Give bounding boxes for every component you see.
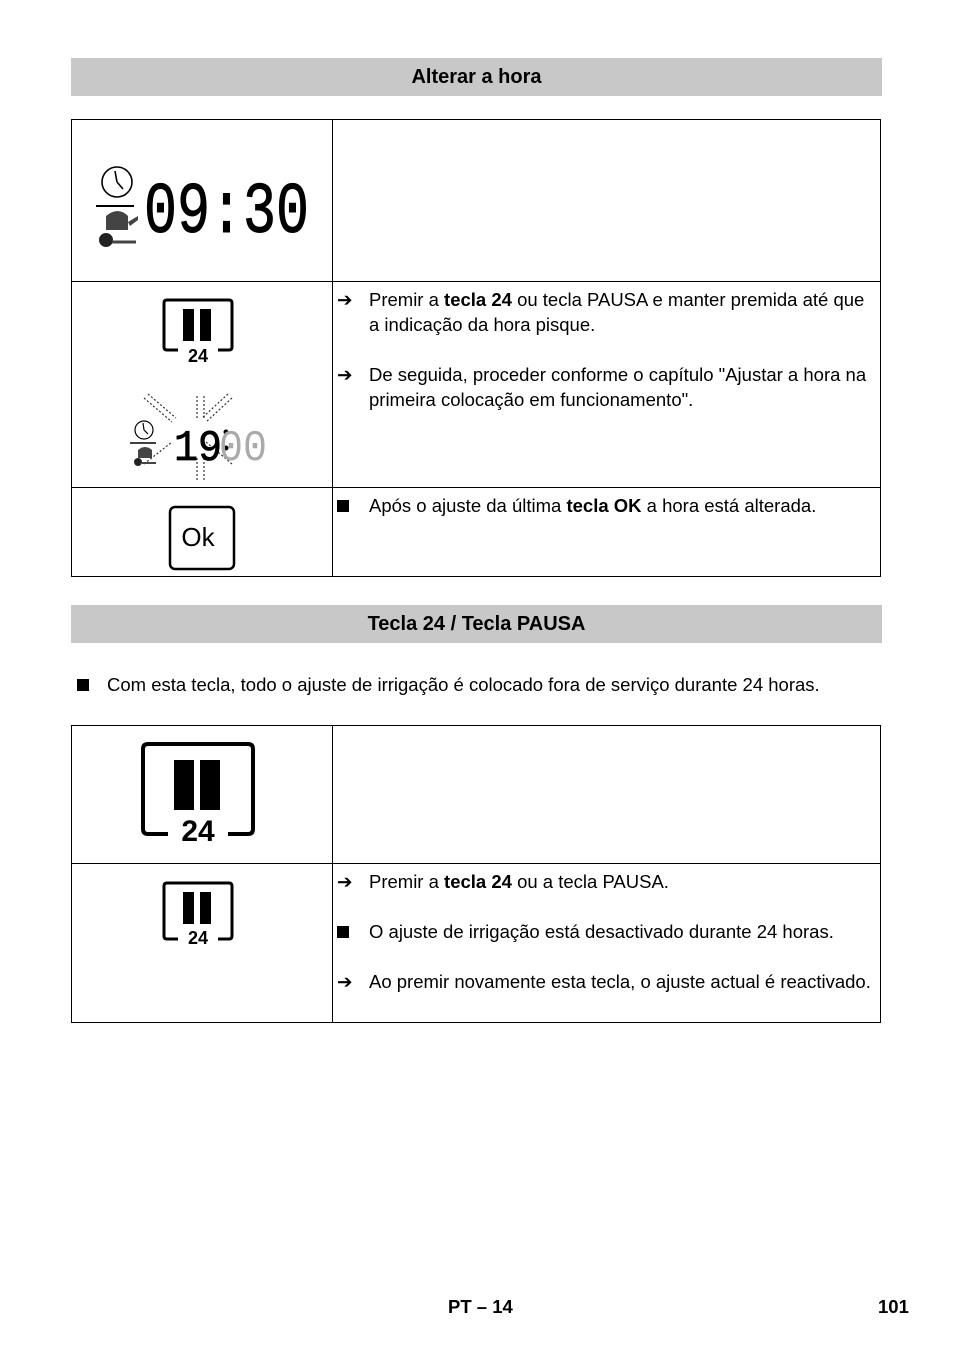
clock-digits: 09:30 — [144, 172, 309, 254]
table-alterar-hora — [71, 119, 881, 577]
step-bold: tecla 24 — [444, 871, 512, 892]
ok-key-label: Ok — [181, 522, 215, 552]
footer-section-label: PT – 14 — [448, 1296, 513, 1317]
pause-key-and-blinking-display — [72, 282, 332, 486]
clock-icon — [135, 421, 153, 439]
intro-text: Com esta tecla, todo o ajuste de irrigação é colocado fora de serviço durante 24 horas. — [107, 674, 820, 695]
pause-24-key-icon — [72, 864, 332, 954]
result-bold: tecla OK — [566, 495, 642, 516]
table-row — [72, 726, 881, 864]
step-text: ou a tecla PAUSA. — [511, 871, 669, 892]
table-row — [72, 282, 881, 488]
table-tecla-24 — [71, 725, 881, 1023]
instructions-cell — [333, 282, 881, 488]
arrow-right-icon: ➔ — [337, 971, 353, 992]
large-key-cell — [72, 726, 333, 864]
small-key-cell — [72, 864, 333, 1023]
ok-key-cell — [72, 488, 333, 577]
key-24-label: 24 — [187, 928, 209, 948]
pause-24-key-icon — [72, 726, 332, 862]
watering-can-icon — [134, 447, 156, 466]
instructions-cell — [333, 864, 881, 1023]
clock-display-cell — [72, 120, 333, 282]
square-bullet-icon — [337, 493, 361, 518]
result-text: Após o ajuste da última — [369, 495, 567, 516]
empty-cell — [333, 726, 881, 864]
arrow-right-icon: ➔ — [337, 871, 353, 892]
table-row — [72, 488, 881, 577]
result-item — [333, 493, 880, 518]
step-item — [333, 869, 880, 894]
key-and-blink-cell — [72, 282, 333, 488]
pause-24-key-icon — [164, 300, 232, 366]
blink-hours: 19 — [174, 424, 222, 474]
step-text: Ao premir novamente esta tecla, o ajuste actual é reactivado. — [369, 971, 871, 992]
key-24-label: 24 — [181, 815, 215, 848]
square-bullet-icon — [337, 919, 361, 944]
step-item — [333, 362, 880, 412]
clock-display-illustration — [72, 120, 332, 280]
result-item — [333, 919, 880, 944]
arrow-right-icon: ➔ — [337, 289, 353, 310]
ok-key-icon — [72, 488, 332, 576]
step-bold: tecla 24 — [444, 289, 512, 310]
table-row — [72, 864, 881, 1023]
step-item — [333, 287, 880, 337]
step-text: ou tecla PAUSA e manter premida até que a indicação da hora pisque. — [369, 289, 865, 335]
section-title-text: Alterar a hora — [411, 66, 542, 88]
section-title-tecla-24 — [71, 605, 882, 643]
table-row — [72, 120, 881, 282]
watering-can-icon — [99, 211, 138, 247]
result-cell — [333, 488, 881, 577]
section-title-text: Tecla 24 / Tecla PAUSA — [367, 613, 586, 635]
step-text: Premir a — [369, 871, 445, 892]
step-item — [333, 969, 880, 994]
section-title-alterar-hora — [71, 58, 882, 96]
step-text: Premir a — [369, 289, 445, 310]
key-24-label: 24 — [187, 346, 209, 366]
result-text: O ajuste de irrigação está desactivado durante 24 horas. — [369, 921, 834, 942]
clock-icon — [102, 167, 132, 197]
result-text: a hora está alterada. — [641, 495, 817, 516]
page-number: 101 — [878, 1296, 909, 1317]
step-text: De seguida, proceder conforme o capítulo "Ajustar a hora na primeira colocação em funcionamento". — [369, 364, 867, 410]
blink-minutes: 00 — [219, 424, 267, 474]
arrow-right-icon: ➔ — [337, 364, 353, 385]
square-bullet-icon — [77, 679, 89, 691]
empty-cell — [333, 120, 881, 282]
